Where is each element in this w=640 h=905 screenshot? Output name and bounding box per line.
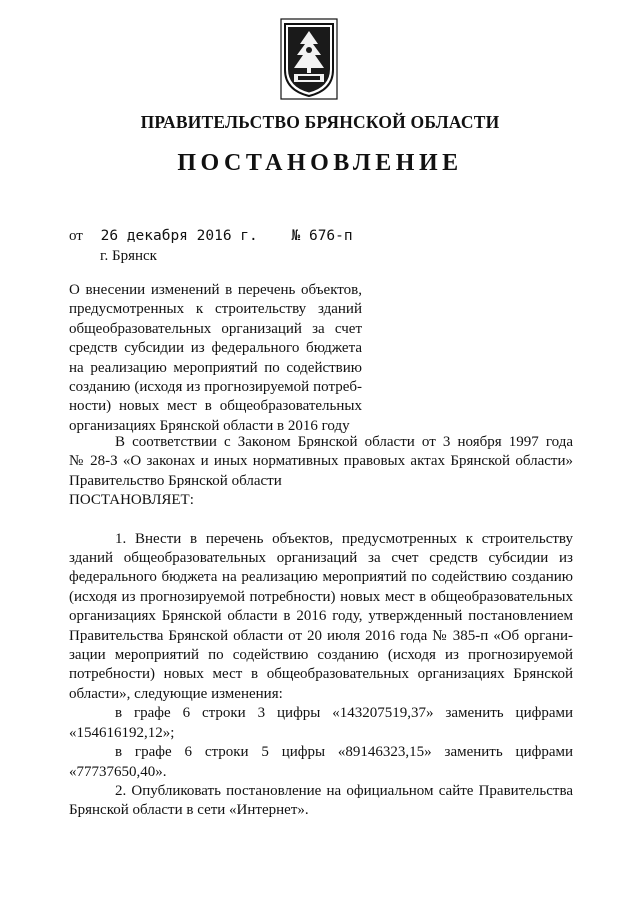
document-subject <box>69 281 362 436</box>
subject-line: средств субсидии из федерального бюджета <box>69 340 362 357</box>
document-city: г. Брянск <box>100 248 157 264</box>
change-1 <box>69 704 573 743</box>
document-date-number <box>69 228 353 245</box>
item-1 <box>69 530 573 705</box>
body-line: зданий общеобразовательных организаций за счет средств субсидии из <box>69 550 573 567</box>
body-line: 1. Внести в перечень объектов, предусмотренных к строительству <box>115 530 573 547</box>
resolves-heading: ПОСТАНОВЛЯЕТ: <box>69 492 194 509</box>
body-line: В соответствии с Законом Брянской области от 3 ноября 1997 года <box>115 434 573 450</box>
preamble <box>69 433 573 511</box>
body-line: области», следующие изменения: <box>69 685 283 702</box>
body-line: потребности) новых мест в общеобразовательных организациях Брянской <box>69 666 573 683</box>
body-line: (исходя из прогнозируемой потребности) новых мест в общеобразовательных <box>69 588 573 605</box>
body-line: «77737650,40». <box>69 763 167 780</box>
subject-line: общеобразовательных организаций за счет <box>69 320 362 337</box>
body-line: в графе 6 строки 5 цифры «89146323,15» заменить цифрами <box>115 744 573 761</box>
body-line: федерального бюджета на реализацию мероприятий по содействию созданию <box>69 569 573 586</box>
body-line: 2. Опубликовать постановление на официальном сайте Правительства <box>115 782 573 799</box>
coat-of-arms-icon <box>280 18 338 100</box>
document-body <box>69 433 573 821</box>
body-line: Правительства Брянской области от 20 июля 2016 года № 385-п «Об органи- <box>69 627 573 644</box>
date-from-label: от <box>69 228 83 244</box>
body-line: в графе 6 строки 3 цифры «143207519,37» заменить цифрами <box>115 705 573 722</box>
paragraph-gap <box>69 511 573 530</box>
subject-line: предусмотренных к строительству зданий <box>69 301 362 318</box>
subject-line: ности) новых мест в общеобразовательных <box>69 398 362 415</box>
document-number: № 676-п <box>291 228 353 244</box>
subject-line: на реализацию мероприятий по содействию <box>69 359 362 376</box>
body-line: № 28-З «О законах и иных нормативных правовых актах Брянской области» <box>69 453 573 470</box>
document-type: ПОСТАНОВЛЕНИЕ <box>177 150 463 176</box>
change-2 <box>69 743 573 782</box>
subject-line: О внесении изменений в перечень объектов, <box>69 282 362 298</box>
item-2 <box>69 782 573 821</box>
body-line: Брянской области в сети «Интернет». <box>69 802 309 819</box>
subject-line: созданию (исходя из прогнозируемой потреб- <box>69 379 362 396</box>
body-line: зации мероприятий по содействию созданию (исходя из прогнозируемой <box>69 647 573 664</box>
org-title: ПРАВИТЕЛЬСТВО БРЯНСКОЙ ОБЛАСТИ <box>140 112 500 132</box>
subject-line: организациях Брянской области в 2016 году <box>69 417 350 434</box>
body-line: Правительство Брянской области <box>69 472 282 489</box>
body-line: «154616192,12»; <box>69 724 175 741</box>
document-date: 26 декабря 2016 г. <box>100 228 258 244</box>
body-line: организациях Брянской области в 2016 году, утвержденный постановлением <box>69 608 573 625</box>
